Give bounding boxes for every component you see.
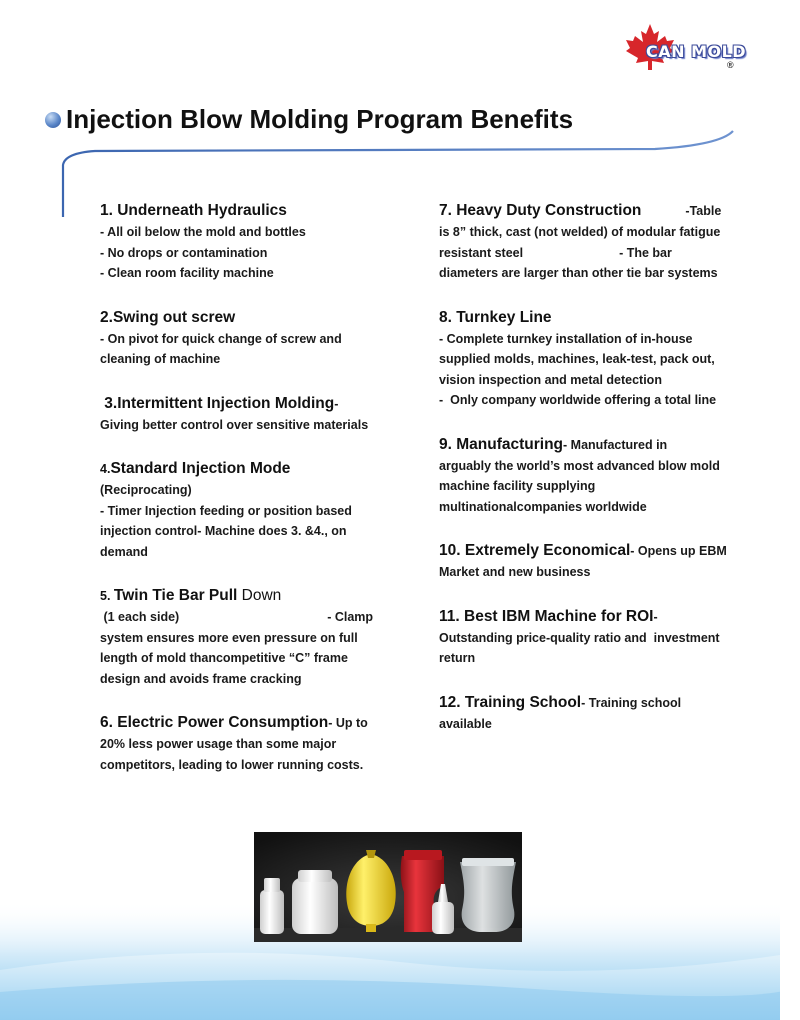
benefit-line-tail: - The bar — [619, 245, 672, 260]
benefit-heading: Electric Power Consumption — [117, 714, 329, 731]
benefit-item-7 — [439, 200, 749, 284]
benefit-heading: Swing out screw — [112, 308, 236, 326]
benefit-line: - Only company worldwide offering a total line — [439, 393, 717, 407]
benefit-line: (Reciprocating) — [100, 483, 192, 497]
benefit-number: 9. — [439, 435, 457, 453]
benefit-item-3 — [100, 393, 400, 436]
benefit-line: - Complete turnkey installation of in-house — [439, 331, 693, 346]
benefit-number: 10. — [439, 542, 465, 559]
benefit-heading-extra: Down — [237, 587, 282, 604]
benefit-line: (1 each side) — [100, 610, 180, 624]
benefits-left-column — [100, 200, 400, 798]
benefit-line: resistant steel — [439, 245, 524, 260]
logo — [624, 22, 746, 72]
benefit-number: 12. — [439, 693, 465, 711]
benefit-heading: Best IBM Machine for ROI — [464, 607, 654, 625]
benefit-line: available — [439, 716, 492, 731]
benefit-line: Giving better control over sensitive materials — [100, 417, 369, 432]
benefit-inline-text: - Up to — [328, 716, 368, 730]
benefit-inline-text: -Table — [685, 204, 722, 218]
bottles-illustration — [254, 832, 522, 942]
benefit-line-tail: - Clamp — [327, 610, 374, 624]
benefit-heading: Heavy Duty Construction — [456, 202, 642, 219]
benefit-line: multinationalcompanies worldwide — [439, 499, 647, 514]
benefit-line: length of mold thancompetitive “C” frame — [100, 651, 348, 665]
benefit-item-10 — [439, 540, 749, 583]
benefit-number: 11. — [439, 607, 464, 625]
benefit-item-1 — [100, 200, 400, 284]
benefit-line: 20% less power usage than some major — [100, 737, 337, 751]
white-jar — [292, 878, 338, 934]
benefit-line: vision inspection and metal detection — [439, 372, 662, 387]
benefit-line: cleaning of machine — [100, 352, 221, 366]
benefit-line: - Clean room facility machine — [100, 266, 274, 280]
benefit-number: 5. — [100, 589, 114, 603]
benefit-line: diameters are larger than other tie bar systems — [439, 266, 718, 280]
benefit-item-5 — [100, 585, 400, 689]
benefit-inline-text: - — [334, 396, 339, 411]
benefit-heading: Training School — [464, 693, 582, 711]
benefit-number: 6. — [100, 714, 118, 731]
benefit-item-2 — [100, 307, 400, 370]
product-photo — [254, 832, 522, 942]
benefit-line: supplied molds, machines, leak-test, pack out, — [439, 352, 715, 366]
benefit-item-9 — [439, 434, 749, 518]
benefit-heading: Intermittent Injection Molding — [117, 394, 335, 412]
benefit-number: 8. — [439, 308, 457, 326]
page-title: Injection Blow Molding Program Benefits — [66, 104, 574, 134]
benefit-item-8 — [439, 307, 749, 411]
benefits-right-column — [439, 200, 749, 757]
benefit-inline-text: - Manufactured in — [563, 437, 668, 452]
logo-text: CAN MOLD — [646, 42, 747, 61]
benefit-inline-text: - Opens up EBM — [630, 544, 727, 558]
benefit-line: - No drops or contamination — [100, 245, 268, 260]
benefit-line: Market and new business — [439, 565, 591, 579]
benefit-item-6 — [100, 712, 400, 775]
benefit-heading: Underneath Hydraulics — [117, 202, 287, 219]
benefit-number: 2. — [100, 308, 113, 326]
benefit-line: - On pivot for quick change of screw and — [100, 331, 342, 346]
benefit-heading: Manufacturing — [456, 435, 564, 453]
benefit-number: 1. — [100, 202, 118, 219]
clear-container — [460, 862, 516, 932]
benefit-heading: Extremely Economical — [464, 542, 631, 559]
benefit-item-11 — [439, 606, 749, 669]
benefit-line: Outstanding price-quality ratio and investment — [439, 630, 720, 645]
benefit-line: machine facility supplying — [439, 479, 596, 493]
benefit-inline-text: - — [653, 609, 658, 624]
benefit-line: - All oil below the mold and bottles — [100, 225, 306, 239]
benefit-heading: Twin Tie Bar Pull — [113, 587, 238, 604]
small-white-bottle — [260, 890, 284, 934]
benefit-heading: Turnkey Line — [456, 308, 552, 326]
benefit-number: 3. — [100, 394, 118, 412]
benefit-line: injection control- Machine does 3. &4., on — [100, 524, 347, 538]
white-dropper-bottle — [432, 902, 454, 934]
benefit-line: design and avoids frame cracking — [100, 671, 302, 686]
benefit-inline-text: - Training school — [581, 695, 682, 710]
benefit-item-4 — [100, 458, 400, 562]
benefit-item-12 — [439, 692, 749, 735]
benefit-line: demand — [100, 544, 148, 559]
benefit-heading: Standard Injection Mode — [110, 460, 291, 477]
registered-mark: ® — [727, 60, 734, 70]
benefit-line: - Timer Injection feeding or position based — [100, 503, 352, 518]
benefit-number: 4. — [100, 462, 111, 476]
benefit-line: competitors, leading to lower running costs. — [100, 757, 364, 772]
benefit-line: return — [439, 651, 476, 665]
benefit-line: arguably the world’s most advanced blow mold — [439, 458, 720, 473]
benefit-number: 7. — [439, 202, 457, 219]
benefit-line: system ensures more even pressure on full — [100, 630, 358, 645]
benefit-line: is 8” thick, cast (not welded) of modular fatigue — [439, 225, 721, 239]
